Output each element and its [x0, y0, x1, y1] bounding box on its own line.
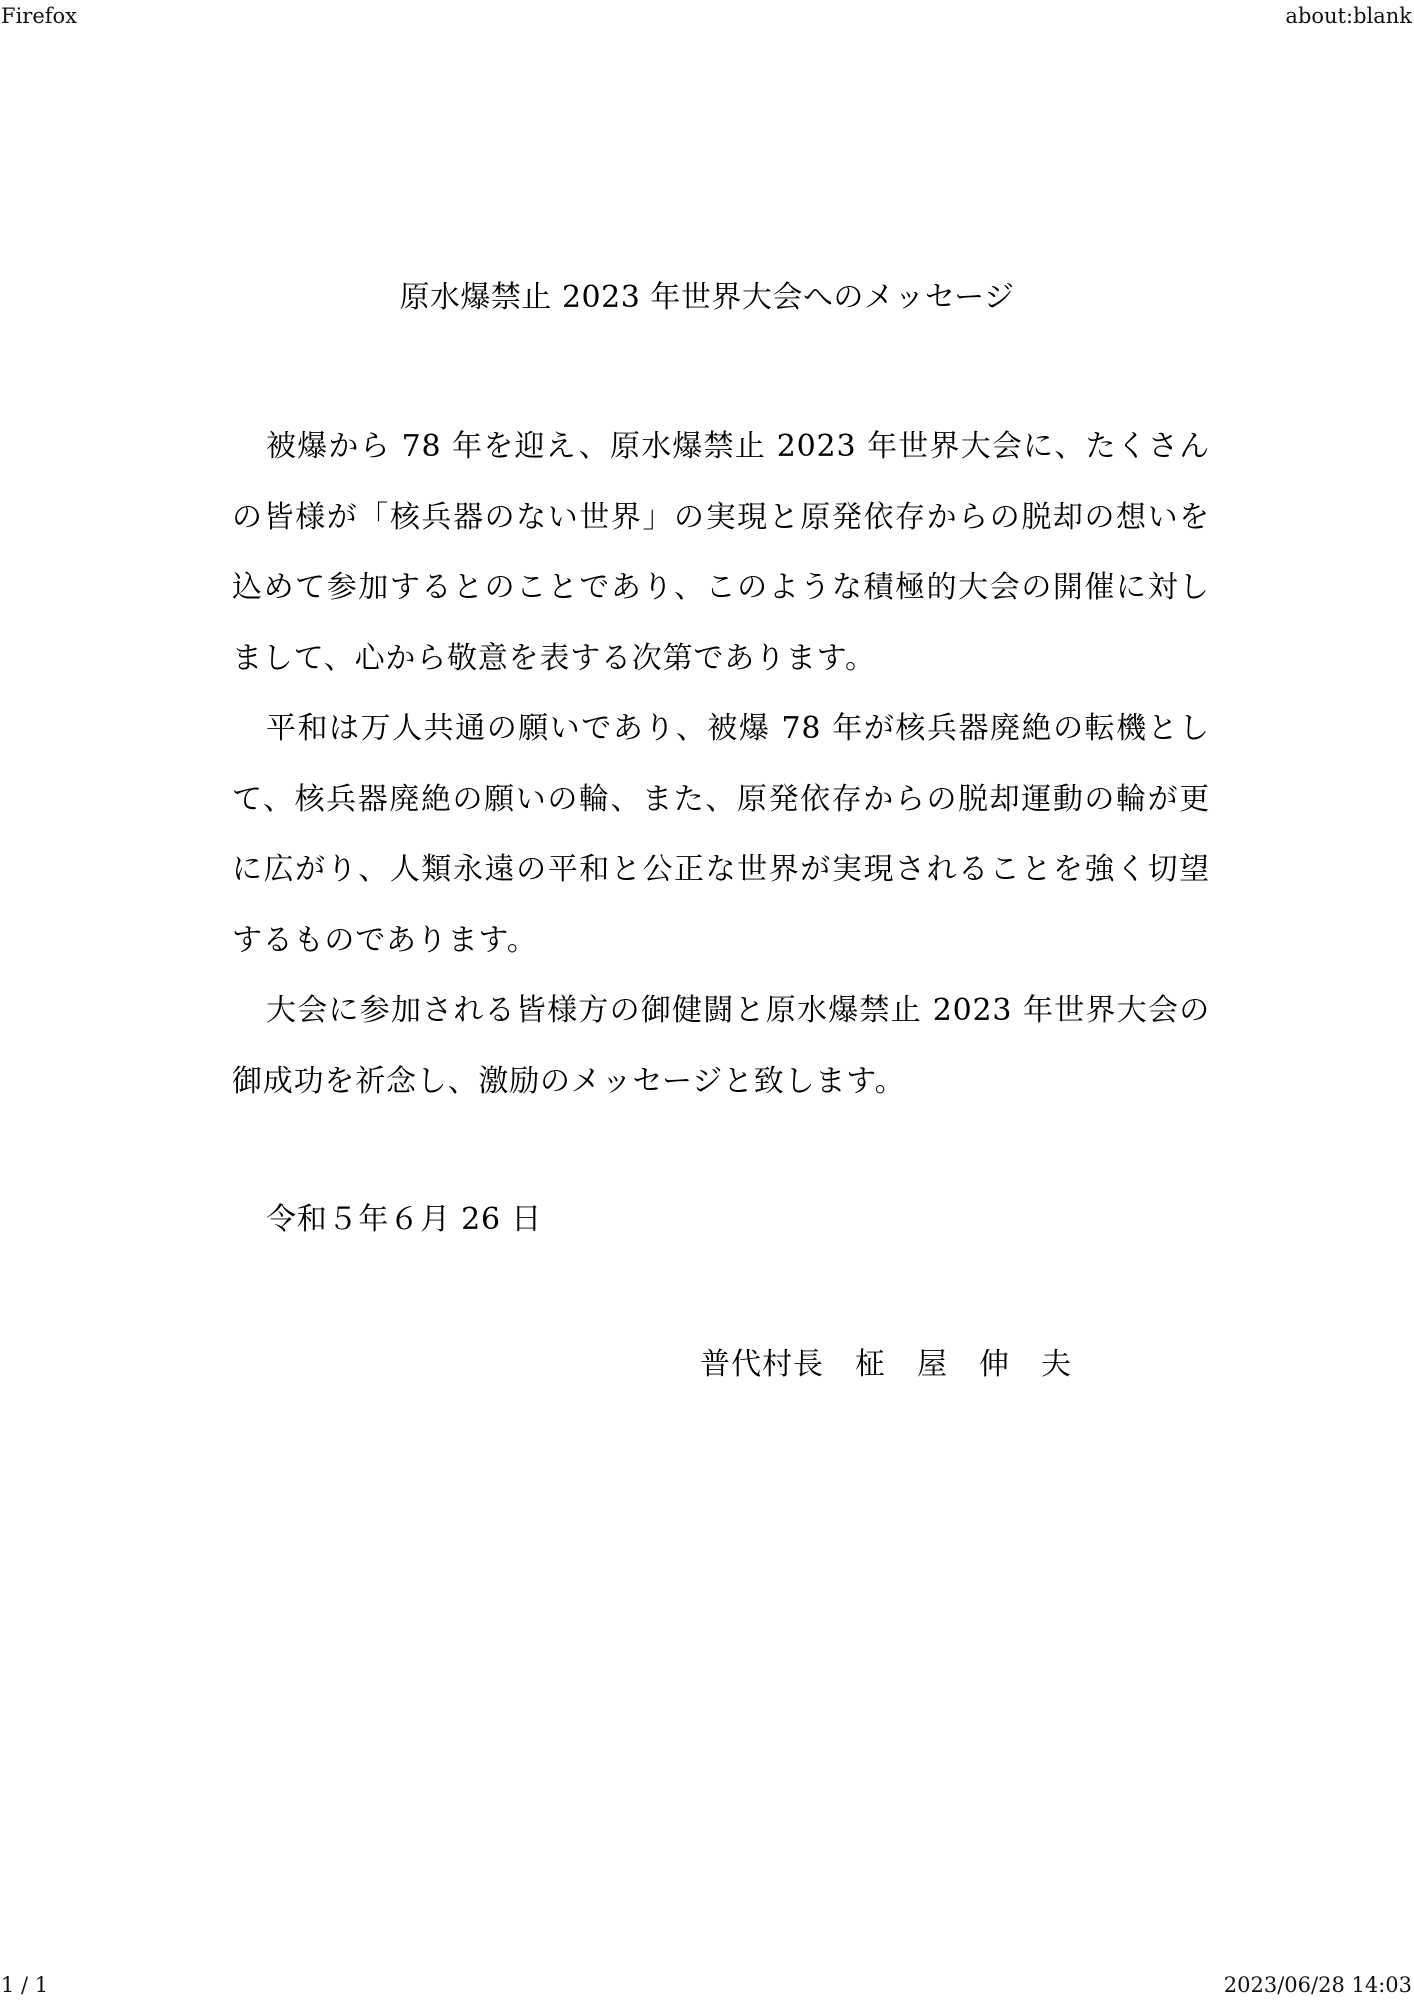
body-paragraph: 平和は万人共通の願いであり、被爆 78 年が核兵器廃絶の転機として、核兵器廃絶の願いの輪、また、原発依存からの脱却運動の輪が更に広がり、人類永遠の平和と公正な世界が実現されることを強く切望するものであります。 [232, 711, 1210, 958]
print-footer [0, 1970, 1414, 2000]
document-date: 令和５年６月 26 日 [266, 1202, 543, 1237]
body-paragraph: 大会に参加される皆様方の御健闘と原水爆禁止 2023 年世界大会の御成功を祈念し、激励のメッセージと致します。 [232, 993, 1210, 1099]
body-paragraph: 被爆から 78 年を迎え、原水爆禁止 2023 年世界大会に、たくさんの皆様が「核兵器のない世界」の実現と原発依存からの脱却の想いを込めて参加するとのことであり、このような積極的大会の開催に対しまして、心から敬意を表する次第であります。 [232, 429, 1210, 676]
document-body [232, 412, 1210, 1117]
browser-name: Firefox [1, 4, 78, 28]
print-timestamp: 2023/06/28 14:03 [1223, 1973, 1412, 1997]
page-url: about:blank [1285, 4, 1412, 28]
page-number: 1 / 1 [1, 1973, 49, 1997]
document-title: 原水爆禁止 2023 年世界大会へのメッセージ [399, 280, 1015, 315]
signature: 普代村長 柾 屋 伸 夫 [700, 1347, 1072, 1382]
print-header [0, 1, 1414, 31]
